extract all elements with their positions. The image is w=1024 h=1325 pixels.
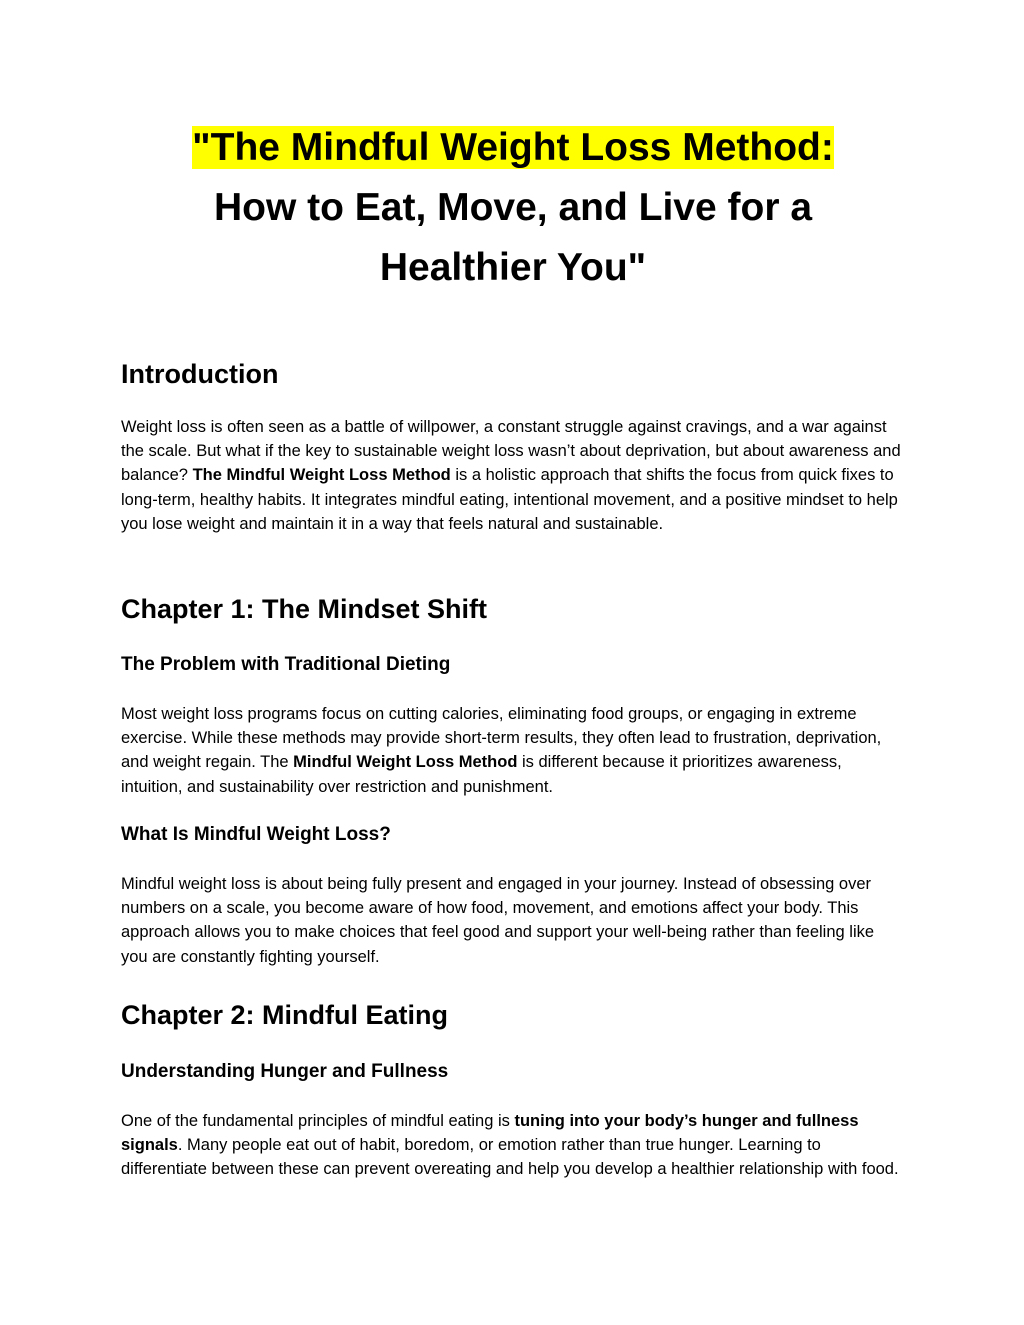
title-line-1 bbox=[121, 118, 905, 178]
hunger-bold-signals: tuning into your body’s hunger and fullness signals bbox=[121, 1112, 859, 1155]
dieting-bold-method: Mindful Weight Loss Method bbox=[293, 753, 518, 772]
intro-text-end: is a holistic approach that shifts the focus from quick fixes to long-term, healthy habits. It integrates mindful eating, intentional movement, and a positive mindset to help you lose weight and maintain it in a way that feels natural and sustainable. bbox=[121, 466, 898, 533]
intro-text-start: Weight loss is often seen as a battle of willpower, a constant struggle against cravings, and a war against the scale. But what if the key to sustainable weight loss wasn’t about deprivation, but about awareness and balance? bbox=[121, 418, 901, 485]
introduction-heading: Introduction bbox=[121, 359, 279, 389]
chapter1-subheading-dieting: The Problem with Traditional Dieting bbox=[121, 654, 451, 675]
chapter1-subheading-mindful: What Is Mindful Weight Loss? bbox=[121, 824, 391, 845]
chapter2-heading: Chapter 2: Mindful Eating bbox=[121, 1000, 448, 1030]
chapter1-paragraph-dieting bbox=[121, 702, 905, 799]
document-title bbox=[121, 118, 905, 298]
hunger-text-start: One of the fundamental principles of mindful eating is bbox=[121, 1112, 515, 1130]
hunger-text-end: . Many people eat out of habit, boredom, or emotion rather than true hunger. Learning to differentiate between these can prevent overeating and help you develop a healthier relationship with food. bbox=[121, 1136, 899, 1179]
title-line-3: Healthier You" bbox=[379, 246, 647, 289]
dieting-text-end: is different because it prioritizes awareness, intuition, and sustainability over restriction and punishment. bbox=[121, 753, 842, 796]
title-highlight: "The Mindful Weight Loss Method: bbox=[192, 126, 834, 169]
chapter1-heading: Chapter 1: The Mindset Shift bbox=[121, 594, 488, 624]
chapter2-subheading-hunger: Understanding Hunger and Fullness bbox=[121, 1061, 449, 1082]
dieting-text-start: Most weight loss programs focus on cutting calories, eliminating food groups, or engaging in extreme exercise. While these methods may provide short-term results, they often lead to frustration, deprivation, and weight regain. The bbox=[121, 705, 882, 772]
chapter2-paragraph-hunger bbox=[121, 1109, 905, 1182]
title-line-2: How to Eat, Move, and Live for a bbox=[213, 186, 813, 229]
intro-bold-method: The Mindful Weight Loss Method bbox=[192, 466, 451, 485]
chapter1-paragraph-mindful: Mindful weight loss is about being fully present and engaged in your journey. Instead of obsessing over numbers on a scale, you become aware of how food, movement, and emotions affect your body. This approach allows you to make choices that feel good and support your well-being rather than feeling like you are constantly fighting yourself. bbox=[121, 875, 875, 966]
introduction-paragraph bbox=[121, 415, 905, 536]
